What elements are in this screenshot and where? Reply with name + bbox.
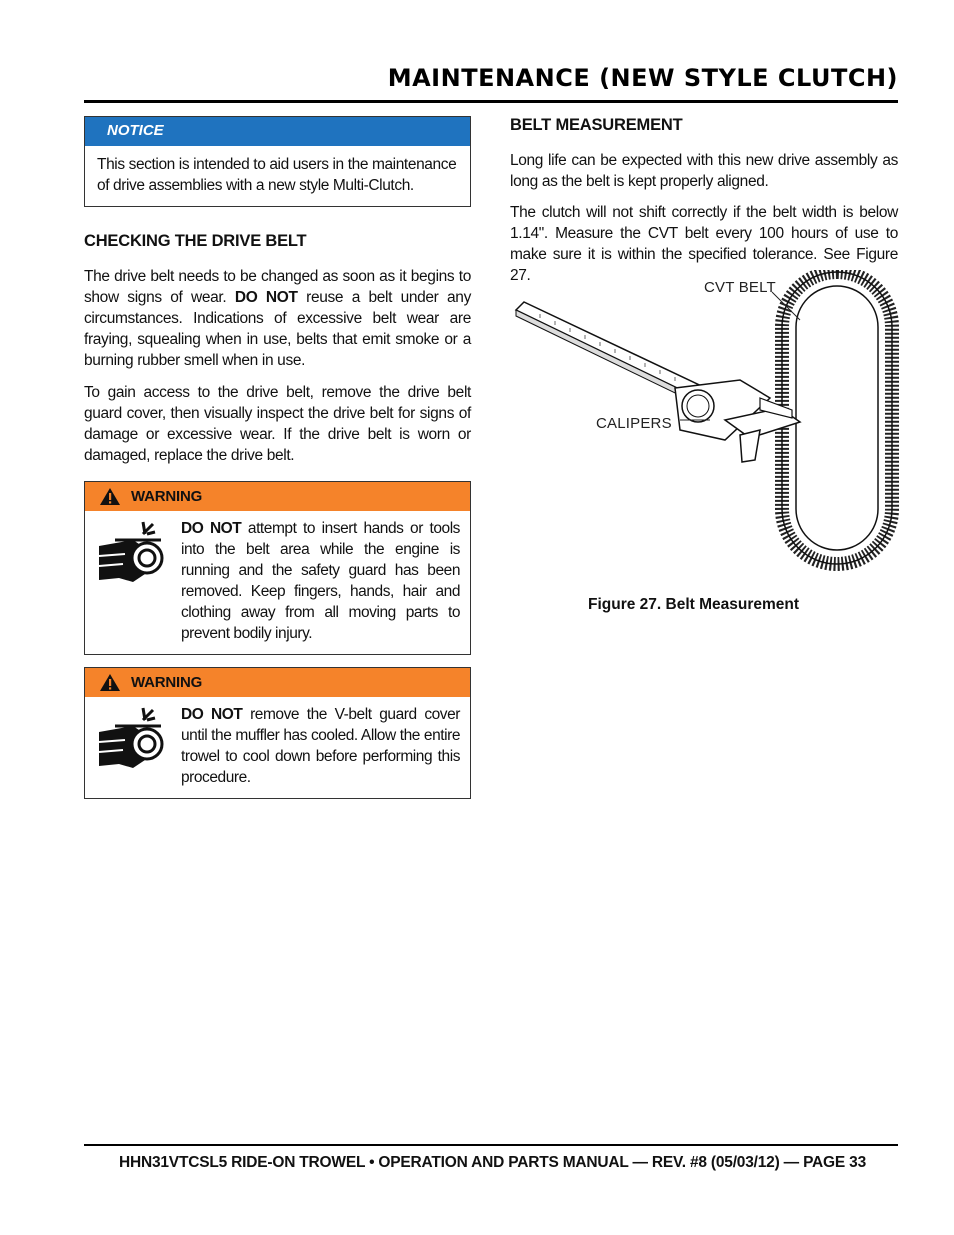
cvt-belt-graphic [782,272,892,564]
warning-box-1 [84,481,471,655]
warning-triangle-icon [99,487,121,506]
notice-text: This section is intended to aid users in the maintenance of drive assemblies with a new style Multi-Clutch. [97,156,457,194]
warning-2-body: remove the V-belt guard cover until the muffler has cooled. Allow the entire trowel to cool down before performing this procedure. [181,706,460,786]
hand-entanglement-icon [95,704,181,788]
belt-measurement-figure [510,270,900,580]
figure-label-cvt-belt: CVT BELT [704,279,776,296]
warning-label-1: WARNING [131,488,203,505]
hand-entanglement-icon [95,518,181,644]
section-heading-belt-measurement: BELT MEASUREMENT [510,116,683,134]
checking-paragraph-1 [84,266,471,371]
belt-paragraph-1: Long life can be expected with this new drive assembly as long as the belt is kept properly aligned. [510,152,898,190]
warning-text-1 [181,518,460,644]
warning-label-2: WARNING [131,674,203,691]
warning-box-2 [84,667,471,799]
belt-paragraph-2: The clutch will not shift correctly if the belt width is below 1.14". Measure the CVT belt every 100 hours of use to make sure it is within the specified tolerance. See Figure 27. [510,204,898,284]
calipers-graphic [516,302,800,462]
figure-label-calipers: CALIPERS [596,415,672,432]
right-column [510,116,898,286]
notice-label: NOTICE [85,117,470,146]
warning-header-2 [85,668,470,697]
checking-p1-start: The drive belt needs to be changed as soon as it begins to show signs of wear. [84,268,471,306]
checking-p1-end: reuse a belt under any circumstances. Indications of excessive belt wear are fraying, squealing when in use, belts that emit smoke or a burning rubber smell when in use. [84,289,471,369]
section-heading-checking: CHECKING THE DRIVE BELT [84,232,307,250]
notice-box [84,116,471,207]
warning-2-bold: DO NOT [181,706,243,723]
checking-p1-bold: DO NOT [234,289,298,306]
left-column [84,116,471,799]
warning-triangle-icon [99,673,121,692]
warning-text-2 [181,704,460,788]
title-rule [84,100,898,103]
footer-text: HHN31VTCSL5 RIDE-ON TROWEL • OPERATION AND PARTS MANUAL — REV. #8 (05/03/12) — PAGE 33 [118,1154,866,1171]
footer-rule [84,1144,898,1146]
figure-caption: Figure 27. Belt Measurement [588,596,800,613]
warning-1-body: attempt to insert hands or tools into the belt area while the engine is running and the safety guard has been removed. Keep fingers, hands, hair and clothing away from all moving parts to prevent bodily injury. [181,520,460,642]
warning-1-bold: DO NOT [181,520,242,537]
warning-header-1 [85,482,470,511]
checking-paragraph-2: To gain access to the drive belt, remove the drive belt guard cover, then visually inspect the drive belt for signs of damage or excessive wear. If the drive belt is worn or damaged, replace the drive belt. [84,384,471,464]
page-title: MAINTENANCE (NEW STYLE CLUTCH) [387,64,898,92]
